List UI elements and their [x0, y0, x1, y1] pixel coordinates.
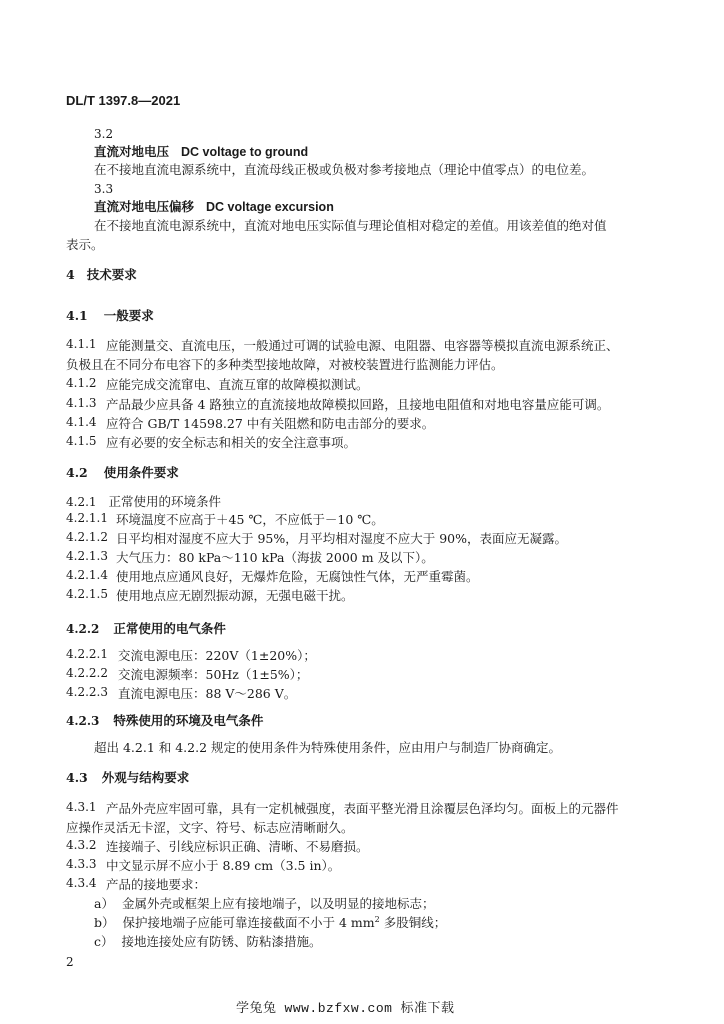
- watermark-tail: 标准下载: [400, 1001, 455, 1016]
- clause-number: 4.2.1.3: [66, 549, 108, 563]
- term-number: 3.2: [94, 127, 114, 141]
- watermark-name: 学兔兔: [236, 1001, 277, 1016]
- subsection-number: 4.2.2: [66, 622, 100, 636]
- list-text-tail: 多股铜线；: [379, 915, 447, 930]
- clause-text: 产品外壳应牢固可靠，具有一定机械强度，表面平整光滑且涂覆层色泽均匀。面板上的元器件: [106, 801, 619, 816]
- section-title: 一般要求: [103, 308, 154, 323]
- clause-text: 使用地点应通风良好，无爆炸危险，无腐蚀性气体，无严重霉菌。: [116, 569, 479, 584]
- chapter-number: 4: [66, 267, 75, 282]
- clause-text: 产品最少应具备 4 路独立的直流接地故障模拟回路，且接地电阻值和对地电容量应能可调。: [106, 397, 610, 412]
- subsection-number: 4.2.3: [66, 714, 100, 728]
- clause-number: 4.3.3: [66, 857, 97, 871]
- list-marker: a）: [94, 896, 114, 911]
- clause-text: 中文显示屏不应小于 8.89 cm（3.5 in）。: [106, 858, 341, 873]
- list-item: [94, 913, 446, 931]
- clause-text: 使用地点应无剧烈振动源，无强电磁干扰。: [116, 588, 354, 603]
- clause-text: 应能测量交、直流电压，一般通过可调的试验电源、电阻器、电容器等模拟直流电源系统正、: [106, 338, 619, 353]
- clause-text: 交流电源电压：220V（1±20%）；: [118, 648, 316, 663]
- list-text: 金属外壳或框架上应有接地端子，以及明显的接地标志；: [121, 896, 435, 911]
- chapter-title: 技术要求: [86, 267, 137, 282]
- clause-number: 4.3.4: [66, 876, 97, 890]
- clause-number: 4.1.1: [66, 337, 97, 351]
- subsection-heading: [66, 619, 226, 637]
- clause-number: 4.2.2.1: [66, 647, 108, 661]
- clause-number: 4.2.1.2: [66, 530, 108, 544]
- superscript: 2: [374, 914, 380, 924]
- subsection-number: 4.2.1: [66, 495, 97, 509]
- section-heading: [66, 463, 179, 481]
- clause-number: 4.2.1.4: [66, 568, 108, 582]
- section-number: 4.1: [66, 308, 88, 323]
- subsection-title: 特殊使用的环境及电气条件: [113, 713, 264, 728]
- clause-text-cont: 负极且在不同分布电容下的多种类型接地故障，对被校装置进行监测能力评估。: [66, 357, 504, 372]
- section-title: 使用条件要求: [103, 465, 179, 480]
- chapter-heading: [66, 265, 137, 283]
- clause-text: 大气压力：80 kPa～110 kPa（海拔 2000 m 及以下）。: [116, 550, 434, 565]
- clause-text: 应能完成交流窜电、直流互窜的故障模拟测试。: [106, 377, 369, 392]
- term-number: 3.3: [94, 182, 114, 196]
- term-title: [94, 197, 334, 215]
- subsection-heading: [66, 711, 263, 729]
- clause-number: 4.2.1.1: [66, 511, 108, 525]
- section-title: 外观与结构要求: [101, 770, 190, 785]
- subsection-title: 正常使用的电气条件: [113, 621, 226, 636]
- term-chinese: 直流对地电压偏移: [94, 199, 195, 214]
- page-number: 2: [66, 955, 74, 969]
- watermark: [236, 997, 454, 1016]
- watermark-url: www.bzfxw.com: [284, 1001, 393, 1016]
- section-number: 4.3: [66, 770, 88, 785]
- clause-text: 产品的接地要求：: [106, 877, 207, 892]
- list-item: [94, 894, 434, 912]
- clause-number: 4.1.4: [66, 415, 97, 429]
- clause-text: 日平均相对湿度不应大于 95%，月平均相对湿度不应大于 90%，表面应无凝露。: [116, 531, 568, 546]
- term-chinese: 直流对地电压: [94, 144, 170, 159]
- section-number: 4.2: [66, 465, 88, 480]
- clause-number: 4.3.2: [66, 838, 97, 852]
- clause-number: 4.1.5: [66, 434, 97, 448]
- clause-number: 4.2.2.3: [66, 685, 108, 699]
- term-definition: 在不接地直流电源系统中，直流对地电压实际值与理论值相对稳定的差值。用该差值的绝对值: [94, 218, 607, 233]
- list-text: 保护接地端子应能可靠连接截面不小于 4 mm: [122, 915, 375, 930]
- clause-text-cont: 应操作灵活无卡涩，文字、符号、标志应清晰耐久。: [66, 820, 354, 835]
- term-definition-cont: 表示。: [66, 237, 104, 252]
- paragraph: 超出 4.2.1 和 4.2.2 规定的使用条件为特殊使用条件，应由用户与制造厂协商确定。: [94, 740, 562, 755]
- clause-number: 4.2.1.5: [66, 587, 108, 601]
- standard-number: DL/T 1397.8—2021: [66, 93, 181, 108]
- clause-number: 4.3.1: [66, 800, 97, 814]
- clause-text: 直流电源电压：88 V～286 V。: [118, 686, 297, 701]
- clause-text: 环境温度不应高于＋45 ℃，不应低于－10 ℃。: [116, 512, 384, 527]
- clause-text: 应符合 GB/T 14598.27 中有关阻燃和防电击部分的要求。: [106, 416, 435, 431]
- clause-number: 4.2.2.2: [66, 666, 108, 680]
- list-item: [94, 932, 322, 950]
- section-heading: [66, 306, 154, 324]
- clause-text: 连接端子、引线应标识正确、清晰、不易磨损。: [106, 839, 369, 854]
- subsection-heading: [66, 492, 221, 510]
- subsection-title: 正常使用的环境条件: [108, 494, 222, 509]
- clause-text: 交流电源频率：50Hz（1±5%）；: [118, 667, 309, 682]
- section-heading: [66, 768, 189, 786]
- clause-number: 4.1.3: [66, 396, 97, 410]
- term-english: DC voltage excursion: [206, 200, 334, 214]
- term-english: DC voltage to ground: [181, 145, 309, 159]
- clause-text: 应有必要的安全标志和相关的安全注意事项。: [106, 435, 357, 450]
- list-marker: b）: [94, 915, 115, 930]
- term-title: [94, 142, 308, 160]
- clause-number: 4.1.2: [66, 376, 97, 390]
- list-marker: c）: [94, 934, 114, 949]
- term-definition: 在不接地直流电源系统中，直流母线正极或负极对参考接地点（理论中值零点）的电位差。: [94, 162, 595, 177]
- list-text: 接地连接处应有防锈、防粘漆措施。: [121, 934, 322, 949]
